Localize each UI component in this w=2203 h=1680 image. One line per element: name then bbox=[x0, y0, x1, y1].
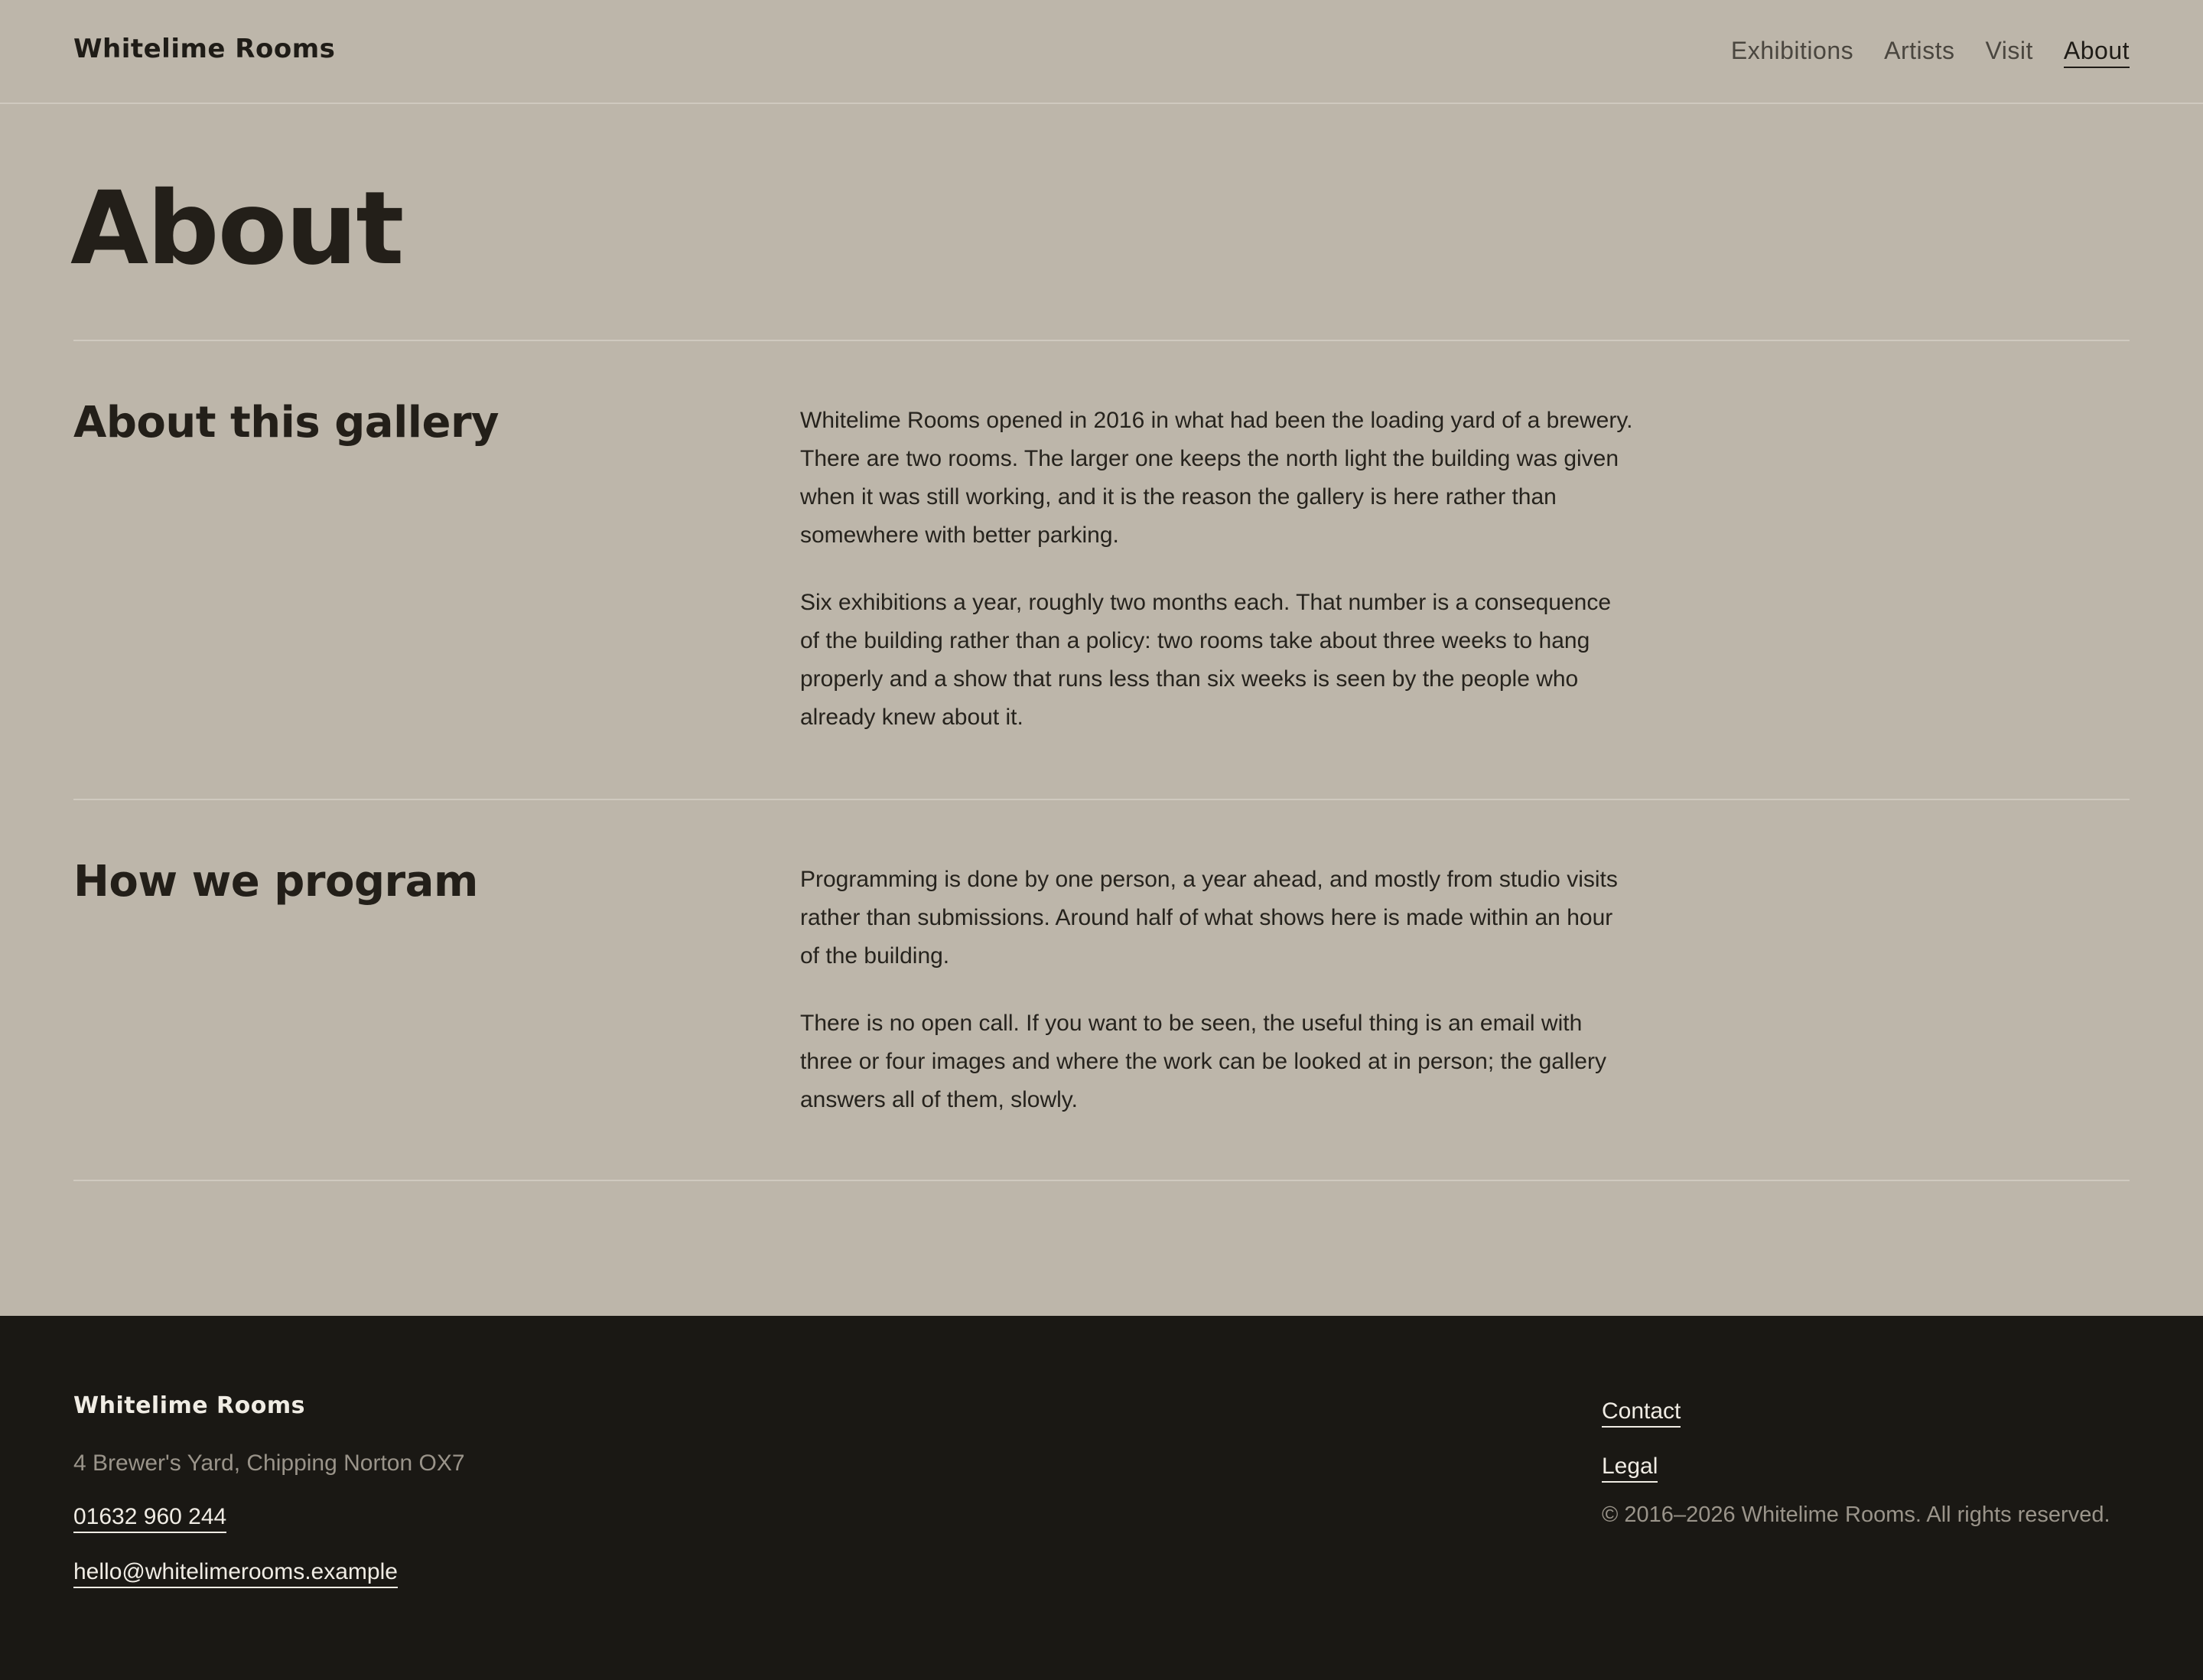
footer-brand: Whitelime Rooms bbox=[73, 1392, 305, 1419]
footer-email-link[interactable]: hello@whitelimerooms.example bbox=[73, 1558, 398, 1588]
paragraph: Six exhibitions a year, roughly two months each. That number is a consequence of the building rather than a policy: two rooms take about three weeks to hang properly and a show that runs less than six weeks is seen by the people who already knew about it. bbox=[800, 590, 1612, 730]
divider bbox=[73, 340, 2130, 341]
footer-phone-link[interactable]: 01632 960 244 bbox=[73, 1503, 226, 1533]
paragraph: Whitelime Rooms opened in 2016 in what had been the loading yard of a brewery. There are two rooms. The larger one keeps the north light the building was given when it was still working, and it is the reason the gallery is here rather than somewhere with better parking. bbox=[800, 408, 1633, 548]
footer-contact-link[interactable]: Contact bbox=[1602, 1397, 1681, 1428]
footer-copyright: © 2016–2026 Whitelime Rooms. All rights reserved. bbox=[1602, 1503, 2110, 1527]
section-title-about-gallery: About this gallery bbox=[73, 398, 499, 448]
nav-about[interactable]: About bbox=[2064, 37, 2130, 68]
page-title: About bbox=[70, 170, 403, 288]
main-nav bbox=[1731, 37, 2130, 68]
nav-visit[interactable]: Visit bbox=[1985, 37, 2033, 64]
footer-legal-link[interactable]: Legal bbox=[1602, 1452, 1658, 1483]
nav-artists[interactable]: Artists bbox=[1884, 37, 1955, 64]
paragraph: There is no open call. If you want to be seen, the useful thing is an email with three or four images and where the work can be looked at in person; the gallery answers all of them, slowly. bbox=[800, 1011, 1606, 1112]
section-title-how-we-program: How we program bbox=[73, 857, 478, 907]
paragraph: Programming is done by one person, a year ahead, and mostly from studio visits rather than submissions. Around half of what shows here is made within an hour of the building. bbox=[800, 867, 1618, 969]
site-header bbox=[0, 0, 2203, 104]
brand-logo-text[interactable]: Whitelime Rooms bbox=[73, 34, 336, 64]
divider bbox=[73, 799, 2130, 800]
divider bbox=[73, 1180, 2130, 1181]
nav-exhibitions[interactable]: Exhibitions bbox=[1730, 37, 1854, 64]
footer-address: 4 Brewer's Yard, Chipping Norton OX7 bbox=[73, 1450, 465, 1476]
section-body-about-gallery bbox=[800, 402, 1634, 766]
site-footer bbox=[0, 1316, 2203, 1680]
section-body-how-we-program bbox=[800, 861, 1634, 1148]
